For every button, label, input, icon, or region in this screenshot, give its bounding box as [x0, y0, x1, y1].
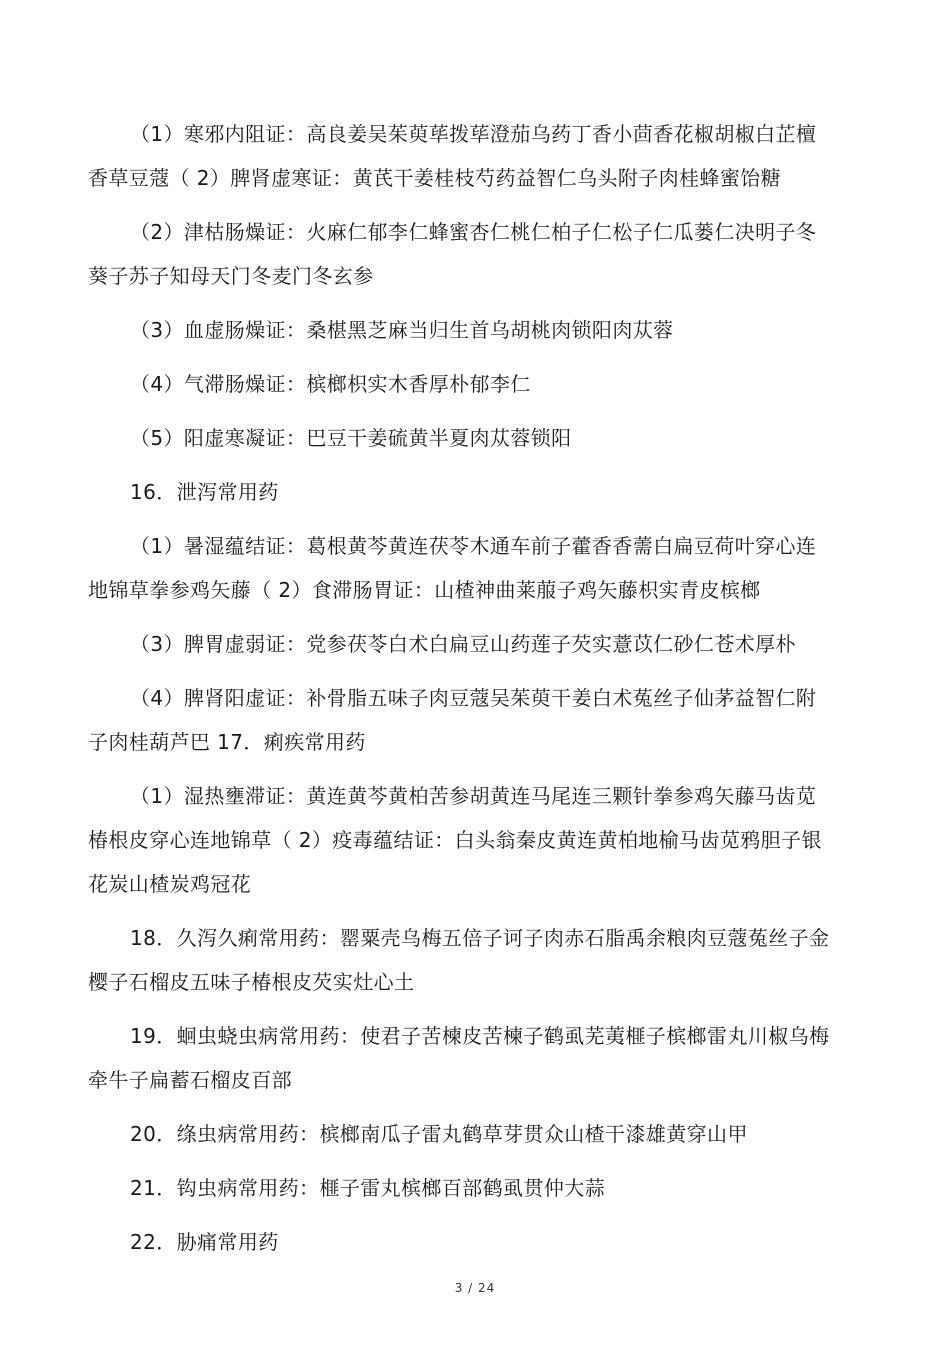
paragraph-chronic-diarrhea: 18．久泻久痢常用药：罂粟壳乌梅五倍子诃子肉赤石脂禹余粮肉豆蔻菟丝子金樱子石榴皮五味子椿根皮芡实灶心土 [88, 926, 830, 994]
paragraph-tapeworm: 20．绦虫病常用药：槟榔南瓜子雷丸鹤草芽贯众山楂干漆雄黄穿山甲 [130, 1122, 748, 1146]
paragraph-hookworm: 21．钩虫病常用药：榧子雷丸槟榔百部鹤虱贯仲大蒜 [130, 1176, 606, 1200]
paragraph-summer-damp: （1）暑湿蕴结证：葛根黄芩黄连茯苓木通车前子藿香香薷白扁豆荷叶穿心连地锦草拳参鸡矢藤（ 2）食滞肠胃证：山楂神曲莱菔子鸡矢藤枳实青皮槟榔 [88, 534, 817, 602]
paragraph-qi-stagnation: （4）气滞肠燥证：槟榔枳实木香厚朴郁李仁 [130, 372, 531, 396]
section-heading-hypochondriac-pain: 22．胁痛常用药 [130, 1230, 279, 1254]
paragraph-spleen-kidney-yang: （4）脾肾阳虚证：补骨脂五味子肉豆蔻吴茱萸干姜白术菟丝子仙茅益智仁附子肉桂葫芦巴 17．痢疾常用药 [88, 686, 817, 754]
paragraph-roundworm: 19．蛔虫蛲虫病常用药：使君子苦楝皮苦楝子鹤虱芜荑榧子槟榔雷丸川椒乌梅牵牛子扁蓄石榴皮百部 [88, 1024, 830, 1092]
page-number: 3 / 24 [454, 1281, 496, 1295]
page-content [88, 112, 832, 1274]
paragraph-cold-pathogen: （1）寒邪内阻证：高良姜吴茱萸荜拨荜澄茄乌药丁香小茴香花椒胡椒白芷檀香草豆蔻（ 2）脾肾虚寒证：黄芪干姜桂枝芍药益智仁乌头附子肉桂蜂蜜饴糖 [88, 122, 817, 190]
paragraph-spleen-stomach-weak: （3）脾胃虚弱证：党参茯苓白术白扁豆山药莲子芡实薏苡仁砂仁苍术厚朴 [130, 632, 796, 656]
paragraph-blood-deficiency: （3）血虚肠燥证：桑椹黑芝麻当归生首乌胡桃肉锁阳肉苁蓉 [130, 318, 674, 342]
paragraph-yang-deficiency: （5）阳虚寒凝证：巴豆干姜硫黄半夏肉苁蓉锁阳 [130, 426, 572, 450]
section-heading-diarrhea: 16．泄泻常用药 [130, 480, 279, 504]
paragraph-damp-heat: （1）湿热壅滞证：黄连黄芩黄柏苦参胡黄连马尾连三颗针拳参鸡矢藤马齿苋椿根皮穿心连地锦草（ 2）疫毒蕴结证：白头翁秦皮黄连黄柏地榆马齿苋鸦胆子银花炭山楂炭鸡冠花 [88, 784, 822, 896]
paragraph-fluid-deficiency: （2）津枯肠燥证：火麻仁郁李仁蜂蜜杏仁桃仁柏子仁松子仁瓜蒌仁决明子冬葵子苏子知母天门冬麦门冬玄参 [88, 220, 817, 288]
